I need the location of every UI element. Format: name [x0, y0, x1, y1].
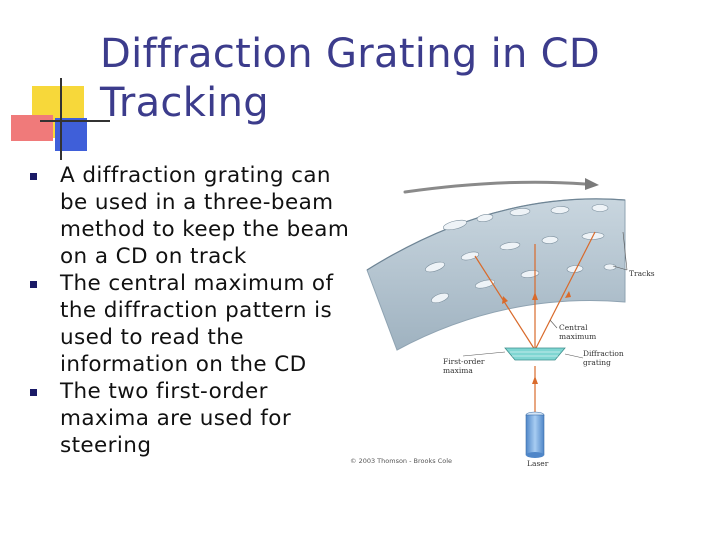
square-bullet-icon: [30, 389, 37, 396]
label-laser: Laser: [527, 459, 549, 468]
bullet-text: A diffraction grating can be used in a three-beam method to keep the beam on a CD on track: [60, 163, 350, 269]
rotation-arrow: [405, 182, 585, 192]
label-grating-2: grating: [583, 358, 611, 367]
title-line-2: Tracking: [100, 80, 269, 126]
label-central-1: Central: [559, 323, 588, 332]
label-grating-1: Diffraction: [583, 349, 624, 358]
copyright-text: © 2003 Thomson - Brooks Cole: [350, 457, 453, 465]
bullet-item: [30, 162, 360, 270]
square-bullet-icon: [30, 173, 37, 180]
label-first-order-1: First-order: [443, 357, 485, 366]
label-central-2: maximum: [559, 332, 597, 341]
label-first-order-2: maxima: [443, 366, 473, 375]
label-tracks: Tracks: [629, 269, 655, 278]
title-line-1: Diffraction Grating in CD: [100, 31, 600, 77]
bullet-item: [30, 270, 360, 378]
diffraction-grating: [505, 348, 565, 360]
bullet-list: [30, 162, 360, 459]
slide-title: [100, 30, 700, 128]
deco-vertical-line: [60, 78, 62, 160]
cd-tracking-figure: [345, 170, 715, 475]
bullet-text: The central maximum of the diffraction pattern is used to read the information on the CD: [60, 271, 334, 377]
laser-source: [526, 412, 544, 458]
deco-red-block: [11, 115, 53, 141]
bullet-text: The two first-order maxima are used for steering: [60, 379, 292, 458]
square-bullet-icon: [30, 281, 37, 288]
bullet-item: [30, 378, 360, 459]
rotation-arrow-head: [585, 178, 599, 190]
